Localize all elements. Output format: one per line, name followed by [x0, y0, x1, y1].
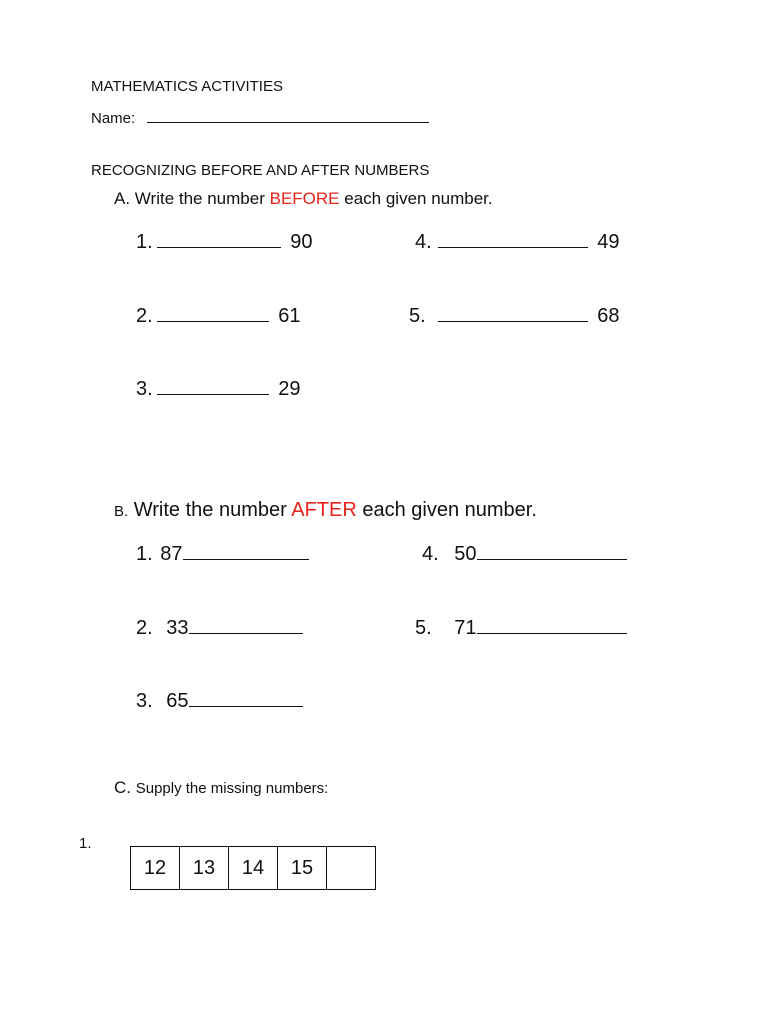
worksheet-title: MATHEMATICS ACTIVITIES	[91, 78, 283, 95]
answer-blank[interactable]	[438, 230, 588, 248]
section-a-letter: A.	[114, 189, 131, 208]
missing-number-cell[interactable]	[327, 847, 375, 889]
item-number: 4.	[415, 231, 432, 253]
answer-blank[interactable]	[477, 616, 627, 634]
sequence-cell: 15	[278, 847, 327, 889]
answer-blank[interactable]	[157, 304, 269, 322]
answer-blank[interactable]	[189, 616, 303, 634]
item-number: 1.	[136, 231, 153, 253]
section-a-instruction	[114, 189, 493, 209]
sequence-cell: 12	[131, 847, 180, 889]
name-label: Name:	[91, 110, 136, 127]
section-b-instruction	[114, 499, 537, 522]
given-number: 87	[160, 543, 183, 565]
answer-blank[interactable]	[157, 230, 281, 248]
given-number: 71	[454, 617, 477, 639]
section-a-instr-post: each given number.	[344, 189, 493, 208]
given-number: 49	[597, 231, 620, 253]
before-keyword: BEFORE	[269, 189, 340, 208]
sequence-cell: 13	[180, 847, 229, 889]
section-a-item-1	[136, 230, 313, 254]
answer-blank[interactable]	[183, 542, 309, 560]
item-number: 5.	[415, 617, 432, 639]
section-c-item-number: 1.	[79, 835, 92, 852]
answer-blank[interactable]	[477, 542, 627, 560]
given-number: 29	[278, 378, 301, 400]
answer-blank[interactable]	[438, 304, 588, 322]
item-number: 4.	[422, 543, 439, 565]
given-number: 68	[597, 305, 620, 327]
answer-blank[interactable]	[157, 377, 269, 395]
topic-heading: RECOGNIZING BEFORE AND AFTER NUMBERS	[91, 162, 430, 179]
section-c-letter: C.	[114, 778, 131, 797]
item-number: 2.	[136, 305, 153, 327]
name-row	[91, 105, 429, 127]
given-number: 90	[290, 231, 313, 253]
section-b-item-4	[422, 542, 627, 566]
section-b-item-5	[415, 616, 627, 640]
item-number: 3.	[136, 690, 153, 712]
section-c-instruction	[114, 778, 328, 798]
sequence-cell: 14	[229, 847, 278, 889]
section-a-item-5	[409, 304, 620, 328]
item-number: 3.	[136, 378, 153, 400]
section-b-item-2	[136, 616, 303, 640]
item-number: 5.	[409, 305, 426, 327]
given-number: 61	[278, 305, 301, 327]
section-c-instr: Supply the missing numbers:	[135, 780, 329, 797]
section-b-item-3	[136, 689, 303, 713]
given-number: 33	[166, 617, 189, 639]
number-sequence-row	[130, 846, 376, 890]
section-a-item-2	[136, 304, 301, 328]
name-field[interactable]	[147, 105, 429, 123]
section-a-item-4	[415, 230, 620, 254]
section-a-item-3	[136, 377, 301, 401]
answer-blank[interactable]	[189, 689, 303, 707]
section-a-instr-pre: Write the number	[134, 189, 265, 208]
given-number: 65	[166, 690, 189, 712]
section-b-item-1	[136, 542, 309, 566]
section-b-instr-post: each given number.	[362, 499, 537, 521]
given-number: 50	[454, 543, 477, 565]
section-b-instr-pre: Write the number	[133, 499, 287, 521]
section-b-letter: B.	[114, 503, 129, 520]
item-number: 2.	[136, 617, 153, 639]
after-keyword: AFTER	[291, 499, 357, 521]
item-number: 1.	[136, 543, 153, 565]
